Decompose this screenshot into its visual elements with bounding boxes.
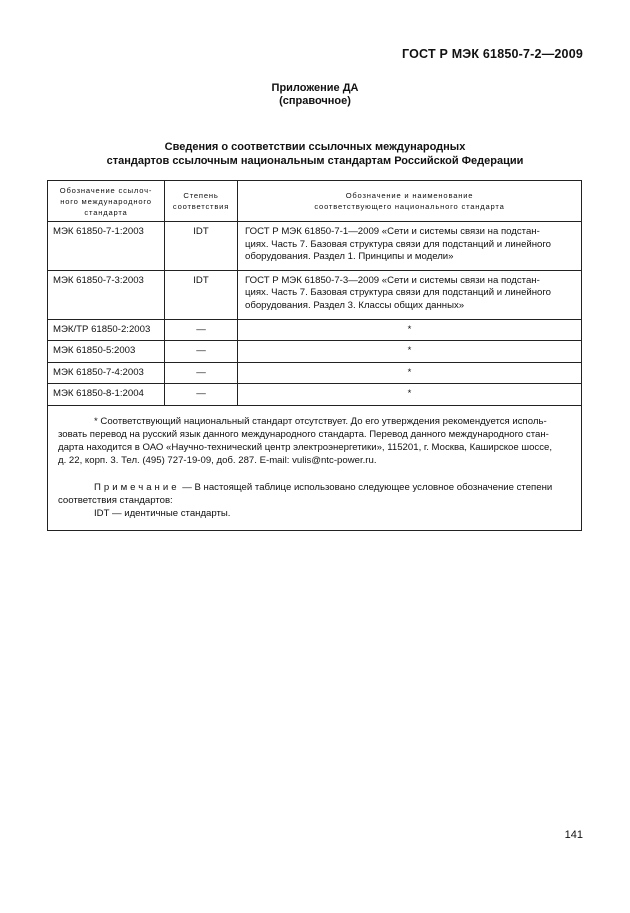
reference-standards-table [47, 180, 582, 531]
international-standard-ref: МЭК/ТР 61850-2:2003 [48, 319, 165, 341]
table-row [48, 384, 582, 406]
footnote-line: * Соответствующий национальный стандарт отсутствует. До его утверждения рекомендуется исполь- [94, 415, 547, 427]
international-standard-ref: МЭК 61850-7-3:2003 [48, 270, 165, 319]
table-title-line2: стандартов ссылочным национальным стандартам Российской Федерации [106, 155, 524, 167]
note-line: Примечание — В настоящей таблице использовано следующее условное обозначение степени [94, 481, 553, 493]
degree-of-conformity: — [165, 319, 238, 341]
national-standard: ГОСТ Р МЭК 61850-7-1—2009 «Сети и системы связи на подстан- циях. Часть 7. Базовая структура связи для подстанций и линейного оборудования. Раздел 1. Принципы и модели» [238, 222, 582, 271]
table-row [48, 362, 582, 384]
degree-of-conformity: IDT [165, 270, 238, 319]
header-international-standard: Обозначение ссылоч- ного международного стандарта [48, 181, 165, 222]
note-line: IDT — идентичные стандарты. [94, 507, 231, 519]
table-row [48, 319, 582, 341]
standard-designation: ГОСТ Р МЭК 61850-7-2—2009 [402, 47, 583, 61]
international-standard-ref: МЭК 61850-8-1:2004 [48, 384, 165, 406]
national-standard: * [238, 319, 582, 341]
footnote-line: зовать перевод на русский язык данного международного стандарта. Перевод данного международного стан- [58, 428, 549, 440]
footnote-line: дарта находится в ОАО «Научно-технический центр электроэнергетики», 115201, г. Москва, Каширское шоссе, [58, 441, 553, 453]
degree-of-conformity: IDT [165, 222, 238, 271]
national-standard: ГОСТ Р МЭК 61850-7-3—2009 «Сети и системы связи на подстан- циях. Часть 7. Базовая структура связи для подстанций и линейного оборудования. Раздел 3. Классы общих данных» [238, 270, 582, 319]
note-label: Примечание [94, 481, 180, 493]
international-standard-ref: МЭК 61850-7-4:2003 [48, 362, 165, 384]
appendix-heading [0, 82, 630, 108]
table-footnote [48, 405, 582, 530]
national-standard: * [238, 341, 582, 363]
international-standard-ref: МЭК 61850-7-1:2003 [48, 222, 165, 271]
footnote-line: д. 22, корп. 3. Тел. (495) 727-19-09, доб. 287. E-mail: vulis@ntc-power.ru. [58, 454, 377, 466]
table-title [0, 140, 630, 168]
appendix-subtitle: (справочное) [279, 95, 351, 107]
national-standard: * [238, 384, 582, 406]
degree-of-conformity: — [165, 362, 238, 384]
table-footnote-row [48, 405, 582, 530]
header-degree-of-conformity: Степень соответствия [165, 181, 238, 222]
table-row [48, 270, 582, 319]
degree-of-conformity: — [165, 384, 238, 406]
page-number: 141 [564, 829, 583, 841]
degree-of-conformity: — [165, 341, 238, 363]
international-standard-ref: МЭК 61850-5:2003 [48, 341, 165, 363]
national-standard: * [238, 362, 582, 384]
table-title-line1: Сведения о соответствии ссылочных международных [164, 141, 466, 153]
note-line: соответствия стандартов: [58, 494, 173, 506]
table-row [48, 341, 582, 363]
table-header-row [48, 181, 582, 222]
header-national-standard: Обозначение и наименование соответствующего национального стандарта [238, 181, 582, 222]
table-row [48, 222, 582, 271]
appendix-title: Приложение ДА [271, 82, 359, 94]
